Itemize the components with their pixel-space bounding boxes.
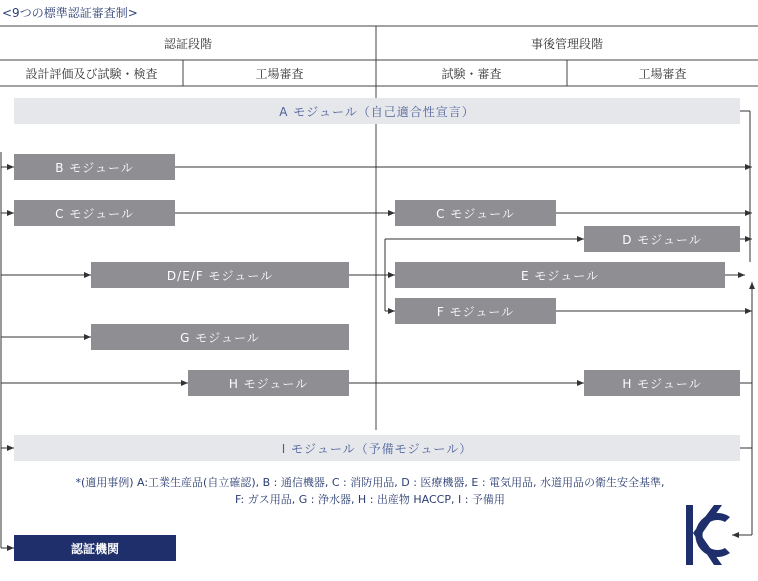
header-cert-stage: 認証段階 [163,36,212,51]
note-line-1: *(適用事例) A:工業生産品(自立確認), B : 通信機器, C : 消防用品, D : 医療機器, E : 電気用品, 水道用品の衛生安全基準, [75,476,665,489]
module-c-right: C モジュール [395,200,556,226]
module-c-left: C モジュール [14,200,175,226]
module-b: B モジュール [14,154,175,180]
module-i: I モジュール（予備モジュール） [14,435,740,461]
module-f: F モジュール [395,298,556,324]
module-d: D モジュール [584,226,740,252]
header-sub-factory-audit-post: 工場審査 [638,66,687,81]
header-post-stage: 事後管理段階 [530,36,603,51]
header-sub-design: 設計評価及び試験・検査 [25,66,158,81]
note-line-2: F: ガス用品, G : 浄水器, H : 出産物 HACCP, I : 予備用 [235,493,505,506]
module-h-right: H モジュール [584,370,740,396]
page-title: <9つの標準認証審査制> [2,6,138,20]
module-h-left: H モジュール [188,370,349,396]
module-e: E モジュール [395,262,725,288]
module-a: A モジュール（自己適合性宣言） [14,98,740,124]
module-def: D/E/F モジュール [91,262,349,288]
kc-mark-icon [684,503,732,567]
header-sub-factory-audit: 工場審査 [255,66,304,81]
module-g: G モジュール [91,324,349,350]
header-sub-test-audit: 試験・審査 [441,66,502,81]
certification-body-box: 認証機関 [14,535,176,561]
